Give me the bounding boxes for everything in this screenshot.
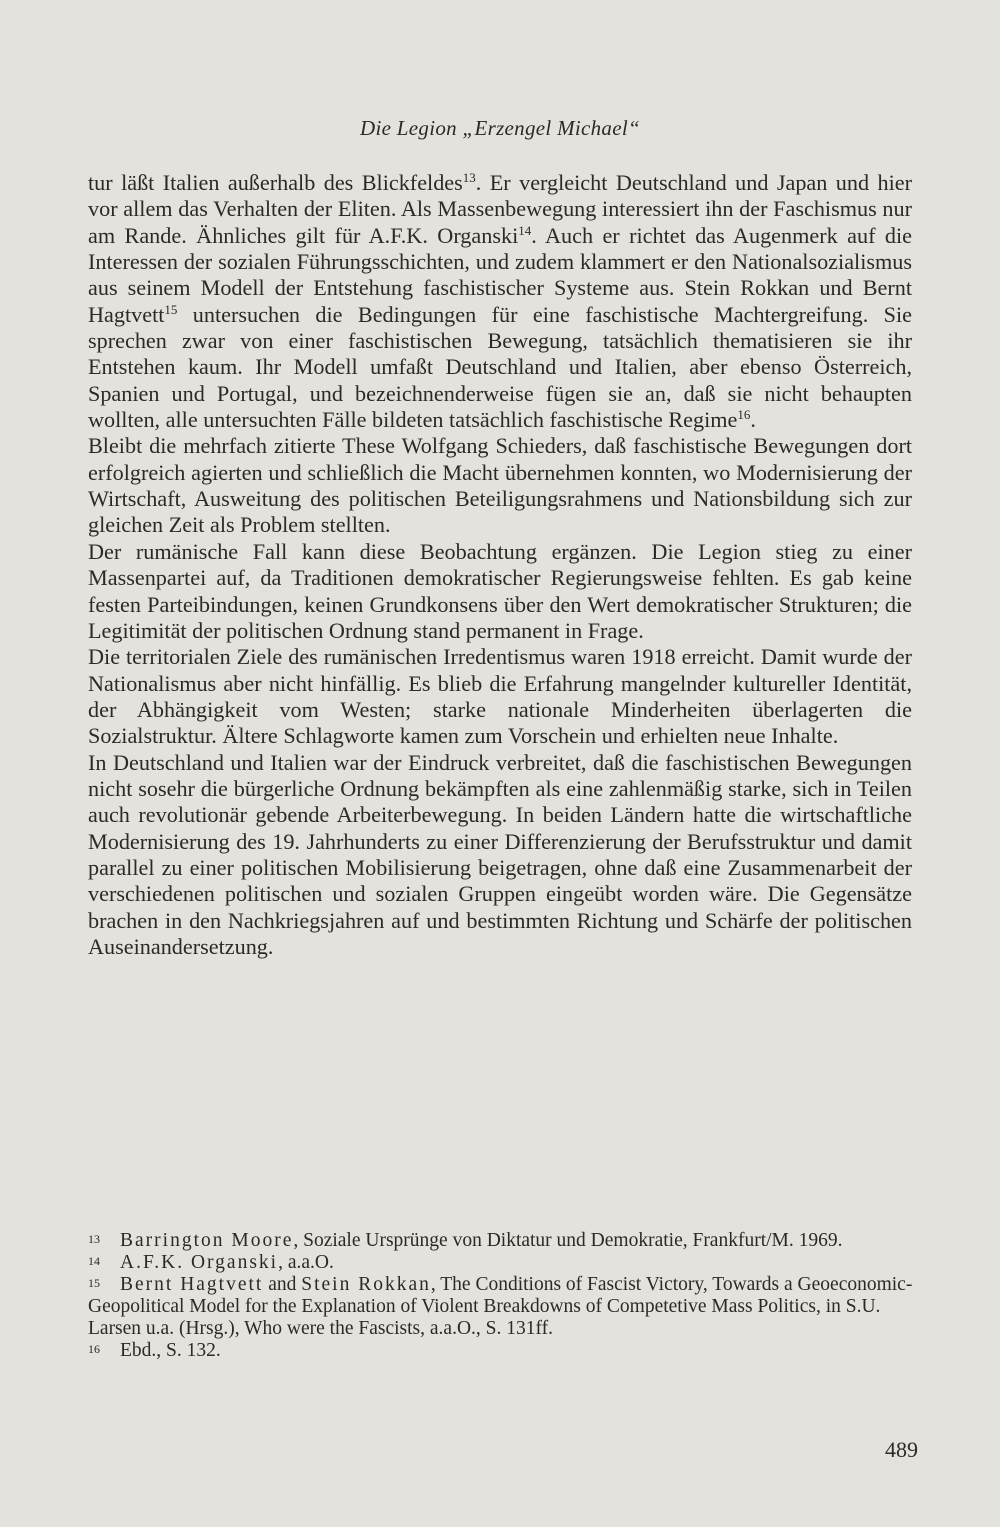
text-run: . — [750, 407, 756, 433]
text-run: Bleibt die mehrfach zitierte These Wolfgang Schieders, daß faschistische Bewegungen dort erfolgreich agierten und schließlich die Macht übernehmen konnten, wo Modernisierung der Wirtschaft, Ausweitung des politischen Beteiligungsrahmens und Nationsbildung sich zur gleichen Zeit als Problem stellten. — [88, 433, 912, 538]
footnote-text: , Soziale Ursprünge von Diktatur und Demokratie, Frankfurt/M. 1969. — [293, 1230, 843, 1251]
footnote-number: 14 — [88, 1254, 100, 1268]
footnote-text: and — [263, 1274, 302, 1295]
footnote-author: Bernt Hagtvett — [120, 1274, 264, 1295]
footnote-ref-15[interactable]: 15 — [164, 301, 178, 317]
text-run: . Er vergleicht Deutschland und Japan und hier vor allem das Verhalten der Eliten. Als Massenbewegung interessiert ihn der Faschismus nur am Rande. Ähnliches gilt für A.F.K. Organski — [88, 170, 912, 248]
footnote-text: , The Conditions of Fascist Victory, Towards a Geoeconomic-Geopolitical Model for the Explanation of Violent Breakdowns of Competetive Mass Politics, in S.U. Larsen u.a. (Hrsg.), Who were the Fascists, a.a.O., S. 131ff. — [88, 1274, 913, 1339]
footnote-number: 16 — [88, 1342, 100, 1356]
footnote-author: Stein Rokkan — [301, 1274, 431, 1295]
footnote-13 — [88, 1230, 914, 1252]
body-text — [88, 170, 912, 960]
text-run: tur läßt Italien außerhalb des Blickfeldes — [88, 170, 463, 195]
footnote-text: Ebd., S. 132. — [120, 1340, 221, 1361]
footnote-number: 13 — [88, 1232, 100, 1246]
text-run: Die territorialen Ziele des rumänischen Irredentismus waren 1918 erreicht. Damit wurde der Nationalismus aber nicht hinfällig. Es blieb die Erfahrung mangelnder kultureller Identität, der Abhängigkeit vom Westen; starke nationale Minderheiten überlagerten die Sozialstruktur. Ältere Schlagworte kamen zum Vorschein und erhielten neue Inhalte. — [88, 644, 912, 749]
paragraph — [88, 539, 912, 644]
footnote-ref-16[interactable]: 16 — [737, 407, 751, 423]
text-run: . Auch er richtet das Augenmerk auf die Interessen der sozialen Führungsschichten, und zudem klammert er den Nationalsozialismus aus seinem Modell der Entstehung faschistischer Systeme aus. Stein Rokkan und Bernt Hagtvett — [88, 222, 912, 327]
footnote-14 — [88, 1252, 914, 1274]
footnote-15 — [88, 1274, 914, 1340]
running-header: Die Legion „Erzengel Michael“ — [360, 116, 640, 140]
text-run: untersuchen die Bedingungen für eine faschistische Machtergreifung. Sie sprechen zwar von einer faschistischen Bewegung, tatsächlich thematisieren sie ihr Entstehen kaum. Ihr Modell umfaßt Deutschland und Italien, aber ebenso Österreich, Spanien und Portugal, und bezeichnenderweise fügen sie an, daß sie nicht behaupten wollten, alle untersuchten Fälle bildeten tatsächlich faschistische Regime — [88, 301, 912, 433]
paragraph — [88, 170, 912, 433]
footnote-ref-13[interactable]: 13 — [462, 170, 476, 185]
footnote-number: 15 — [88, 1276, 100, 1290]
paragraph — [88, 644, 912, 749]
paragraph — [88, 433, 912, 538]
footnotes — [88, 1230, 914, 1362]
footnote-author: A.F.K. Organski — [120, 1252, 279, 1273]
text-run: Der rumänische Fall kann diese Beobachtung ergänzen. Die Legion stieg zu einer Massenpartei auf, da Traditionen demokratischer Regierungsweise fehlten. Es gab keine festen Parteibindungen, keinen Grundkonsens über den Wert demokratischer Strukturen; die Legitimität der politischen Ordnung stand permanent in Frage. — [88, 538, 912, 643]
text-run: In Deutschland und Italien war der Eindruck verbreitet, daß die faschistischen Bewegungen nicht sosehr die bürgerliche Ordnung bekämpften als eine zahlenmäßig starke, sich in Teilen auch revolutionär gebende Arbeiterbewegung. In beiden Ländern hatte die wirtschaftliche Modernisierung des 19. Jahrhunderts zu einer Differenzierung der Berufsstruktur und damit parallel zu einer politischen Mobilisierung beigetragen, ohne daß eine Zusammenarbeit der verschiedenen politischen und sozialen Gruppen eingeübt worden wäre. Die Gegensätze brachen in den Nachkriegsjahren auf und bestimmten Richtung und Schärfe der politischen Auseinandersetzung. — [88, 749, 912, 959]
footnote-16 — [88, 1340, 914, 1362]
footnote-author: Barrington Moore — [120, 1230, 294, 1251]
footnote-ref-14[interactable]: 14 — [518, 222, 532, 238]
paragraph — [88, 750, 912, 961]
page-number: 489 — [885, 1437, 918, 1462]
footnote-text: , a.a.O. — [278, 1252, 334, 1273]
